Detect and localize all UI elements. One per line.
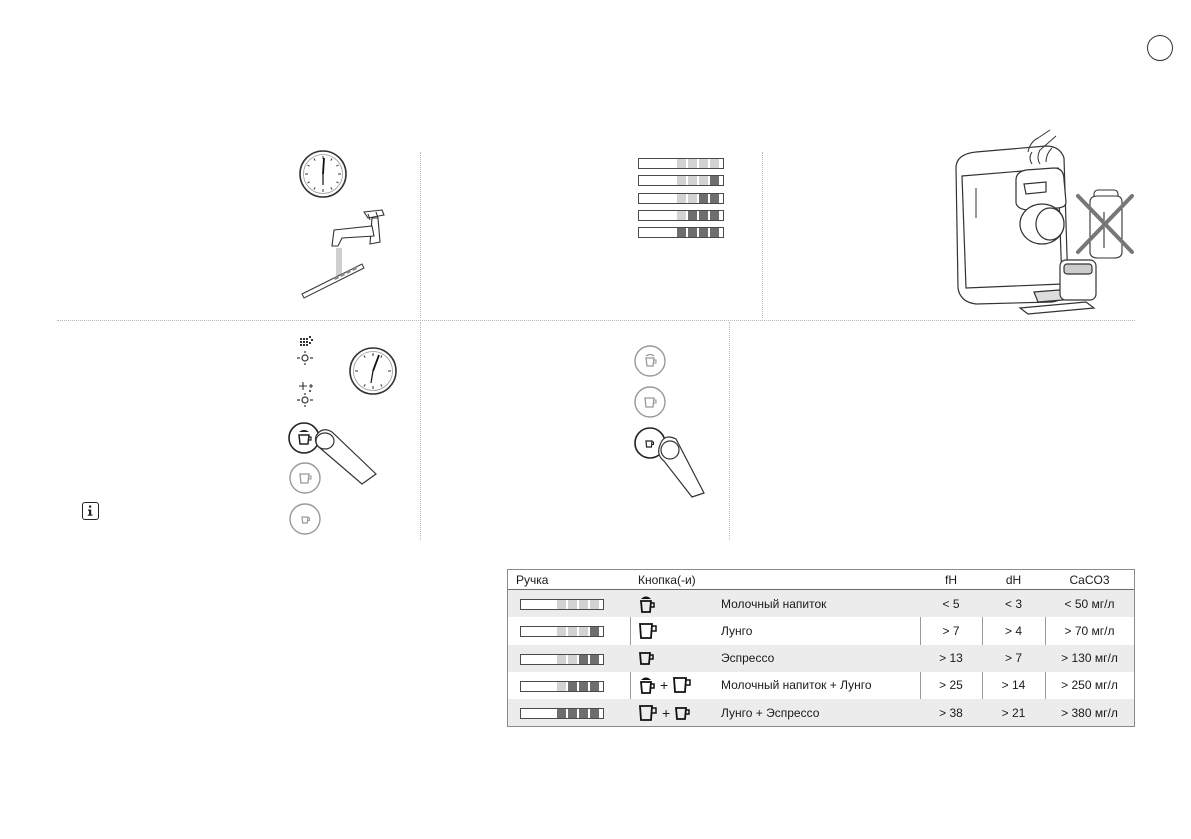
dh-value: > 4	[1004, 623, 1022, 638]
fh-value: > 7	[942, 623, 960, 638]
drink-name: Эспрессо	[721, 651, 775, 666]
test-strip-segment	[590, 600, 599, 609]
test-strip	[638, 175, 724, 186]
test-strip	[520, 599, 604, 610]
panel-divider	[729, 322, 730, 540]
fh-value: < 5	[942, 596, 960, 611]
caco3-value: > 380 мг/л	[1061, 705, 1118, 720]
test-strip-segment	[579, 682, 588, 691]
lungo-button-icon	[289, 462, 323, 496]
test-strip	[638, 210, 724, 221]
test-strip-segment	[557, 627, 566, 636]
fh-value: > 38	[939, 705, 963, 720]
test-strip-segment	[710, 211, 719, 220]
info-icon	[82, 502, 99, 520]
button-icons	[638, 699, 708, 726]
test-strip-segment	[688, 211, 697, 220]
language-indicator-circle	[1147, 35, 1173, 61]
panel-divider	[420, 152, 421, 318]
test-strip-segment	[557, 682, 566, 691]
espresso-cup-icon	[674, 705, 692, 721]
test-strip	[520, 681, 604, 692]
test-strip	[520, 654, 604, 665]
header-dh: dH	[1005, 572, 1022, 587]
test-strip-segment	[710, 159, 719, 168]
test-strip-segment	[688, 194, 697, 203]
test-strip-segment	[710, 228, 719, 237]
clock-icon	[296, 150, 352, 200]
test-strip-segment	[699, 211, 708, 220]
test-strip-segment	[699, 194, 708, 203]
test-strip-segment	[557, 655, 566, 664]
lungo-cup-icon	[638, 622, 658, 640]
caco3-value: < 50 мг/л	[1064, 596, 1115, 611]
test-strip-segment	[677, 228, 686, 237]
test-strip-segment	[590, 682, 599, 691]
milk-cup-icon	[638, 675, 656, 695]
test-strip-segment	[710, 194, 719, 203]
panel-divider	[420, 322, 421, 540]
clock-icon	[348, 346, 400, 396]
drink-name: Молочный напиток + Лунго	[721, 678, 872, 693]
plus-sign: +	[662, 704, 671, 721]
button-icons	[638, 645, 708, 672]
test-strip-segment	[699, 159, 708, 168]
dh-value: > 14	[1001, 678, 1026, 693]
dh-value: > 7	[1004, 651, 1022, 666]
test-strip-segment	[699, 228, 708, 237]
water-hardness-table	[507, 569, 1135, 727]
test-strip-segment	[688, 228, 697, 237]
lungo-button-icon	[634, 386, 668, 420]
test-strip	[520, 626, 604, 637]
test-strip-segment	[579, 600, 588, 609]
faucet-test-strip-illustration	[298, 206, 390, 302]
lungo-cup-icon	[638, 704, 658, 722]
header-fh: fH	[945, 572, 957, 587]
row-divider	[57, 320, 1135, 321]
clean-light-icon	[296, 380, 318, 410]
test-strip-segment	[590, 709, 599, 718]
test-strip-segment	[557, 709, 566, 718]
test-strip-segment	[579, 627, 588, 636]
test-strip-segment	[710, 176, 719, 185]
table-header	[508, 570, 1134, 590]
caco3-value: > 130 мг/л	[1061, 651, 1118, 666]
lungo-cup-icon	[672, 676, 692, 694]
test-strip-segment	[699, 176, 708, 185]
header-caco3: CaCO3	[1069, 572, 1110, 587]
milk-cup-icon	[638, 594, 656, 614]
test-strip	[638, 193, 724, 204]
button-icons	[638, 617, 708, 644]
test-strip-segment	[568, 627, 577, 636]
test-strip-segment	[677, 159, 686, 168]
table-row	[508, 699, 1134, 726]
test-strip-segment	[568, 709, 577, 718]
machine-no-bottled-water-illustration	[946, 128, 1142, 316]
header-buttons: Кнопка(-и)	[638, 572, 696, 587]
test-strip-segment	[579, 655, 588, 664]
test-strip	[638, 227, 724, 238]
test-strip-segment	[677, 176, 686, 185]
button-icons	[638, 672, 708, 699]
test-strip-segment	[688, 159, 697, 168]
milk-button-icon	[634, 345, 668, 379]
table-row	[508, 617, 1134, 644]
table-row	[508, 590, 1134, 617]
fh-value: > 25	[939, 678, 963, 693]
test-strip	[520, 708, 604, 719]
test-strip-segment	[568, 655, 577, 664]
test-strip-segment	[590, 655, 599, 664]
drink-name: Лунго + Эспрессо	[721, 705, 820, 720]
test-strip-segment	[590, 627, 599, 636]
plus-sign: +	[660, 677, 669, 694]
press-espresso-button-illustration	[634, 427, 706, 499]
drink-name: Лунго	[721, 623, 753, 638]
dh-value: > 21	[1001, 705, 1026, 720]
header-handle: Ручка	[516, 572, 549, 587]
panel-divider	[762, 152, 763, 318]
button-icons	[638, 590, 708, 617]
table-row	[508, 645, 1134, 672]
test-strip-segment	[677, 211, 686, 220]
dh-value: < 3	[1004, 596, 1022, 611]
descaling-light-icon	[296, 334, 318, 368]
test-strip	[638, 158, 724, 169]
test-strip-segment	[688, 176, 697, 185]
caco3-value: > 70 мг/л	[1064, 623, 1115, 638]
test-strip-segment	[568, 600, 577, 609]
caco3-value: > 250 мг/л	[1061, 678, 1118, 693]
test-strip-segment	[568, 682, 577, 691]
test-strip-segment	[579, 709, 588, 718]
test-strip-segment	[677, 194, 686, 203]
espresso-cup-icon	[638, 650, 656, 666]
drink-name: Молочный напиток	[721, 596, 827, 611]
fh-value: > 13	[939, 651, 963, 666]
table-row	[508, 672, 1134, 699]
espresso-button-icon	[289, 503, 323, 537]
test-strip-segment	[557, 600, 566, 609]
